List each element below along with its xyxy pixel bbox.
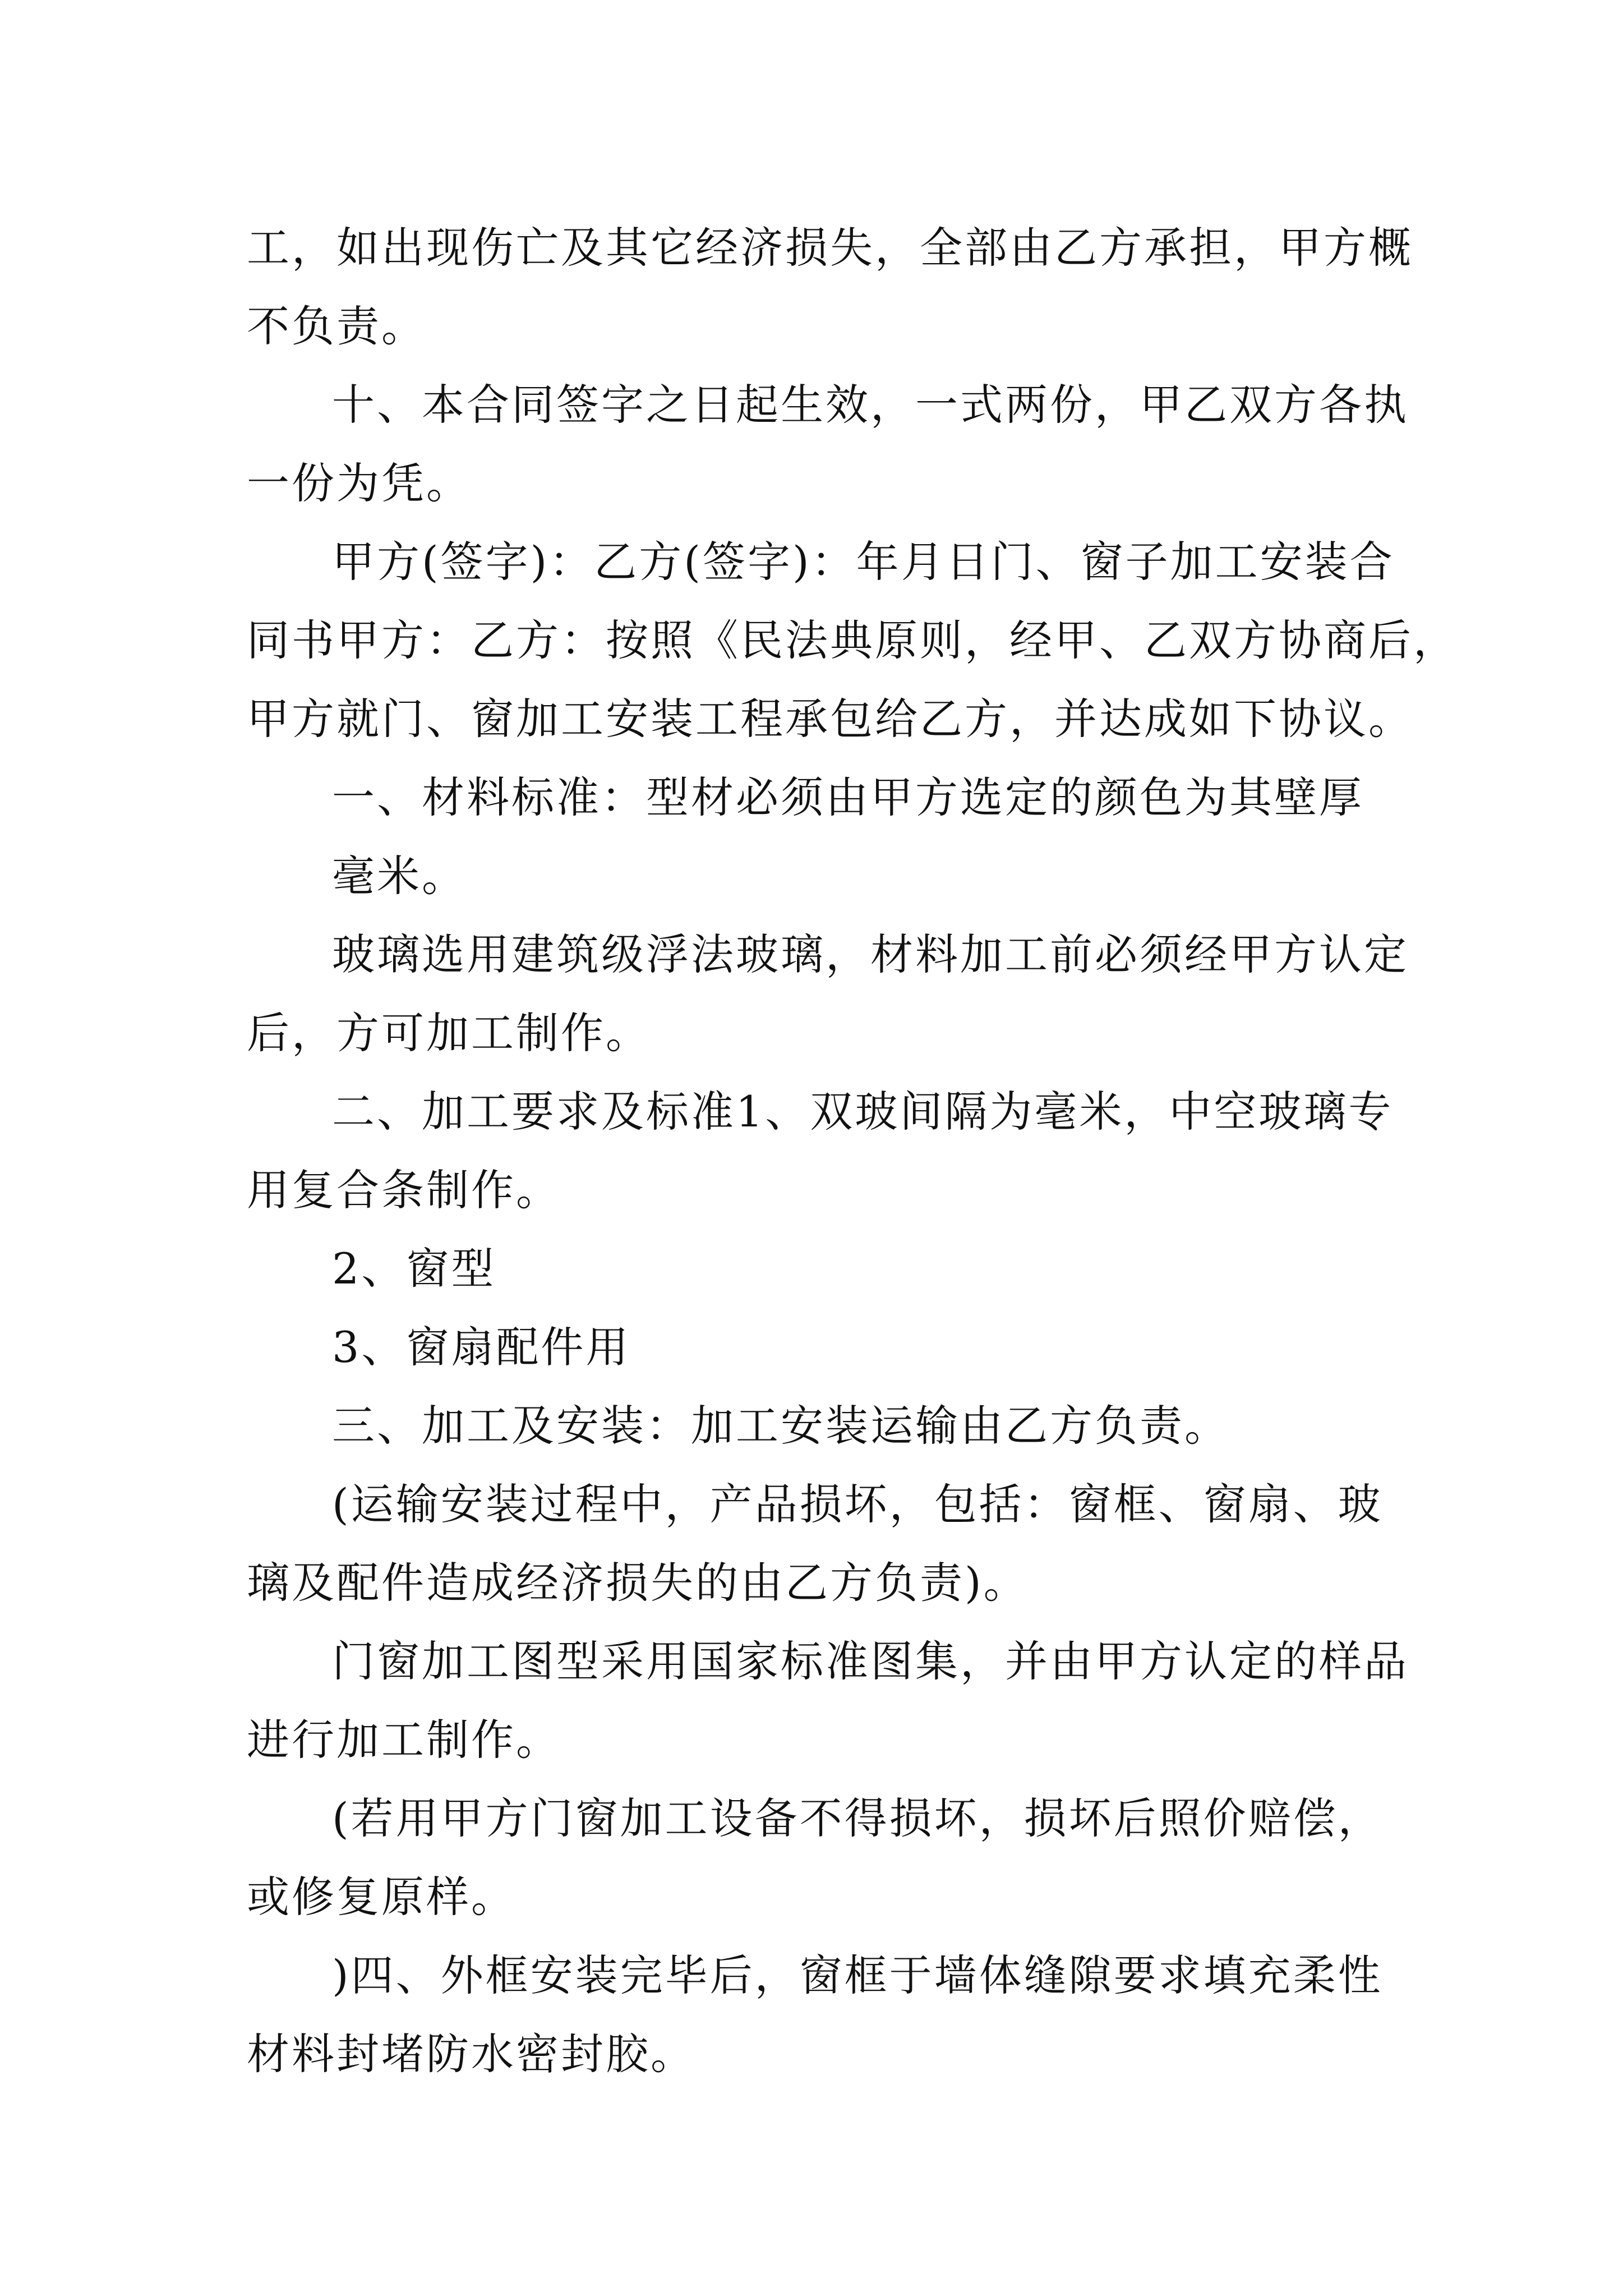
text-line: 不负责。 [247, 301, 426, 351]
text-line: 工，如出现伤亡及其它经济损失，全部由乙方承担，甲方概 [247, 223, 1413, 273]
text-line: 甲方就门、窗加工安装工程承包给乙方，并达成如下协议。 [247, 694, 1413, 744]
text-line: 或修复原样。 [247, 1872, 516, 1922]
text-line: )四、外框安装完毕后，窗框于墙体缝隙要求填充柔性 [332, 1950, 1383, 2000]
text-line: 3、窗扇配件用 [332, 1322, 631, 1372]
text-line: 2、窗型 [332, 1244, 496, 1294]
document-body [247, 209, 1458, 2093]
text-line: 一份为凭。 [247, 458, 471, 508]
text-line: (运输安装过程中，产品损坏，包括：窗框、窗扇、玻 [332, 1479, 1383, 1529]
text-line: 十、本合同签字之日起生效，一式两份，甲乙双方各执 [332, 380, 1409, 430]
text-line: 一、材料标准：型材必须由甲方选定的颜色为其壁厚 [332, 772, 1364, 822]
text-line: 三、加工及安装：加工安装运输由乙方负责。 [332, 1401, 1229, 1451]
text-line: 甲方(签字)：乙方(签字)：年月日门、窗子加工安装合 [332, 537, 1395, 587]
text-line: (若用甲方门窗加工设备不得损坏，损坏后照价赔偿， [332, 1793, 1383, 1843]
text-line: 毫米。 [332, 851, 467, 901]
text-line: 用复合条制作。 [247, 1165, 561, 1215]
text-line: 后，方可加工制作。 [247, 1008, 651, 1058]
text-line: 同书甲方：乙方：按照《民法典原则，经甲、乙双方协商后， [247, 615, 1458, 665]
text-line: 二、加工要求及标准1、双玻间隔为毫米，中空玻璃专 [332, 1087, 1394, 1137]
text-line: 璃及配件造成经济损失的由乙方负责)。 [247, 1558, 1029, 1608]
text-line: 进行加工制作。 [247, 1715, 561, 1765]
text-line: 门窗加工图型采用国家标准图集，并由甲方认定的样品 [332, 1636, 1409, 1686]
text-line: 玻璃选用建筑级浮法玻璃，材料加工前必须经甲方认定 [332, 930, 1409, 979]
text-line: 材料封堵防水密封胶。 [247, 2029, 695, 2079]
